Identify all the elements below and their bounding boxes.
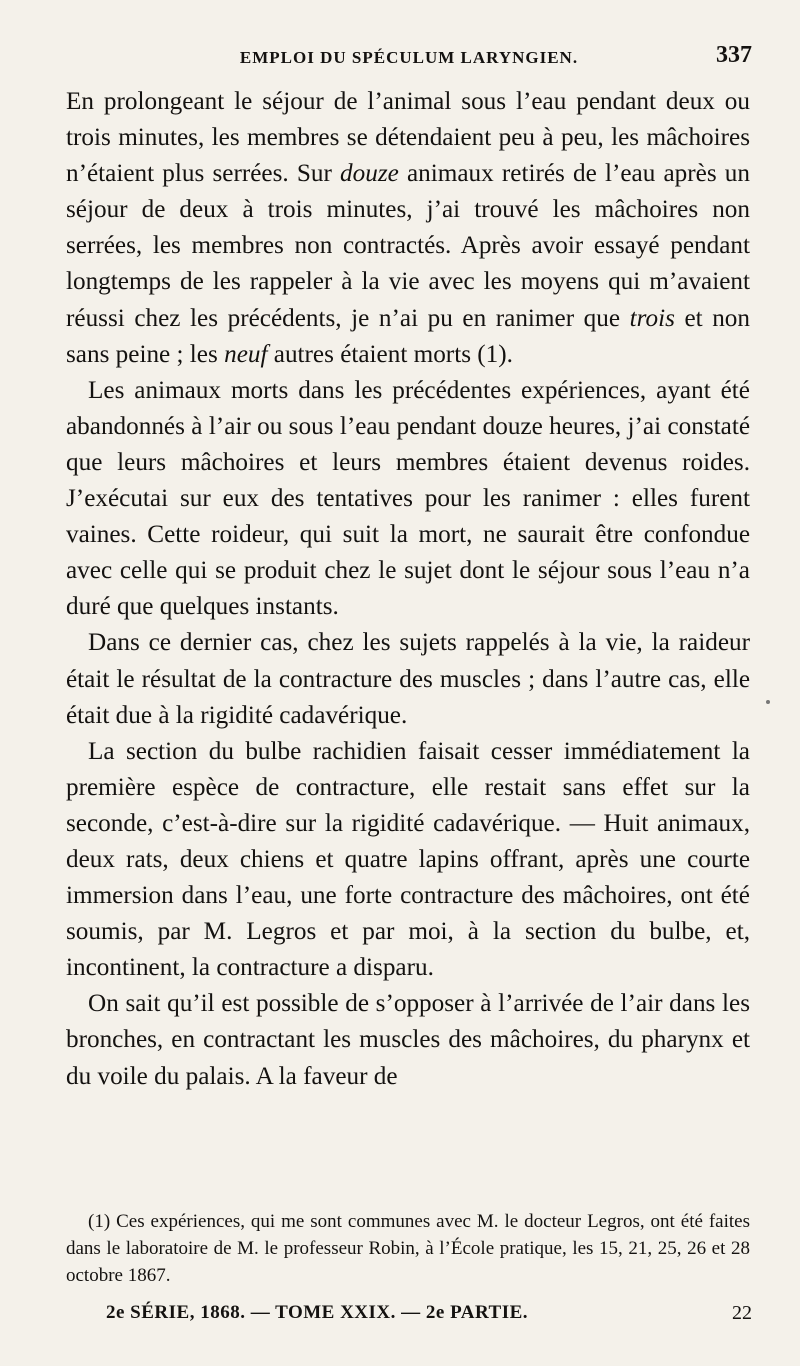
text-run: animaux retirés de l’eau après un séjour de deux à trois minutes, j’ai trouvé les mâchoires non serrées, les membres non contractés. Après avoir essayé pendant longtemps de les rappeler à la vie avec les moyens qui m’avaient réussi chez les précédents, je n’ai pu en ranimer que (66, 160, 750, 332)
page-footer (66, 1302, 752, 1332)
paragraph (66, 625, 750, 733)
page-header (66, 42, 752, 72)
text-run: On sait qu’il est possible de s’opposer à l’arrivée de l’air dans les bronches, en contractant les muscles des mâchoires, du pharynx et du voile du palais. A la faveur de (66, 990, 750, 1090)
italic-text: trois (629, 304, 675, 332)
text-run: Dans ce dernier cas, chez les sujets rappelés à la vie, la raideur était le résultat de la contracture des muscles ; dans l’autre cas, elle était due à la rigidité cadavérique. (66, 629, 750, 729)
printer-signature: 2e SÉRIE, 1868. — TOME XXIX. — 2e PARTIE. (106, 1302, 529, 1323)
paragraph (66, 734, 750, 987)
paragraph (66, 84, 750, 373)
text-run: La section du bulbe rachidien faisait cesser immédiatement la première espèce de contracture, elle restait sans effet sur la seconde, c’est-à-dire sur la rigidité cadavérique. — Huit animaux, deux rats, deux chiens et quatre lapins offrant, après une courte immersion dans l’eau, une forte contracture des mâchoires, ont été soumis, par M. Legros et par moi, à la section du bulbe, et, incontinent, la contracture a disparu. (66, 737, 750, 982)
paragraph (66, 986, 750, 1094)
page-number: 337 (716, 42, 752, 68)
text-run: Les animaux morts dans les précédentes expériences, ayant été abandonnés à l’air ou sous l’eau pendant douze heures, j’ai constaté que leurs mâchoires et leurs membres étaient devenus roides. J’exécutai sur eux des tentatives pour les ranimer : elles furent vaines. Cette roideur, qui suit la mort, ne saurait être confondue avec celle qui se produit chez le sujet dont le séjour sous l’eau n’a duré que quelques instants. (66, 376, 750, 621)
paper-speck (766, 700, 770, 704)
text-run: En prolongeant le séjour de l’animal sous l’eau pendant deux ou trois minutes, les membres se détendaient peu à peu, les mâchoires n’étaient plus serrées. Sur (66, 88, 750, 188)
sheet-number: 22 (732, 1302, 752, 1324)
text-run: et non sans peine ; les (66, 304, 750, 368)
paragraph (66, 373, 750, 626)
footnote: (1) Ces expériences, qui me sont communes avec M. le docteur Legros, ont été faites dans le laboratoire de M. le professeur Robin, à l’École pratique, les 15, 21, 25, 26 et 28 octobre 1867. (66, 1211, 750, 1286)
body-text (66, 84, 750, 1095)
text-run: autres étaient morts (1). (267, 340, 513, 368)
italic-text: neuf (224, 340, 268, 368)
italic-text: douze (340, 160, 399, 188)
running-head: EMPLOI DU SPÉCULUM LARYNGIEN. (239, 48, 579, 67)
